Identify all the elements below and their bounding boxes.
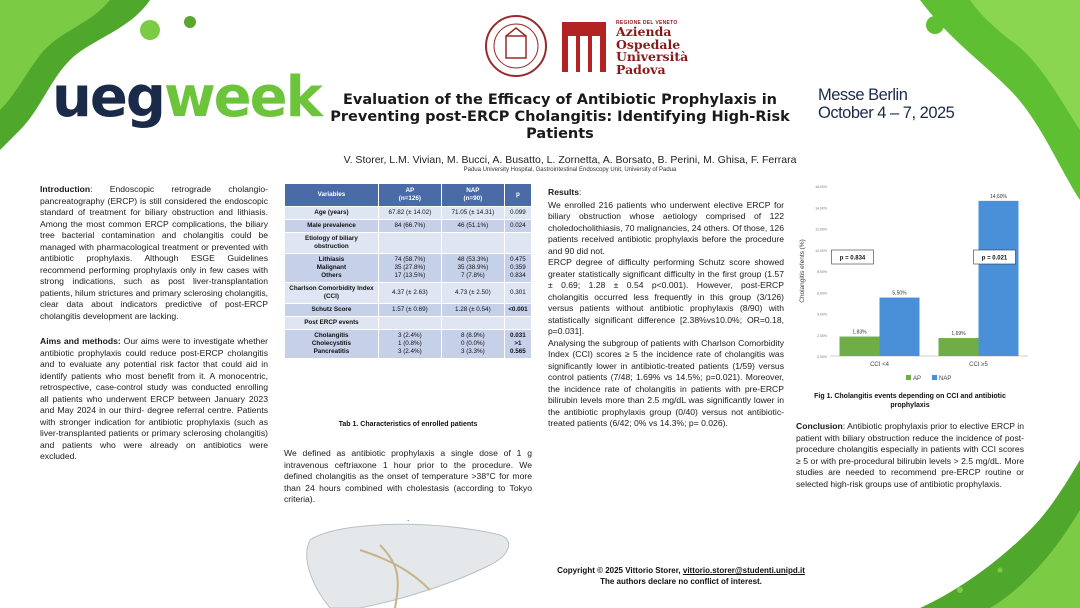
results-column: Results: We enrolled 216 patients who underwent elective ERCP for biliary obstruction whose aetiology comprised of 122 choledocholithiasis, 70 malignancies, 24 others. Of those, 126 patients received antibiotic prophylaxis before the procedure and 90 did not. ERCP degree of difficulty performing Schutz score showed greater statistically significant difficulty in the first group (1.57 ± 0.69; 1.28 ± 0.54 p<0.001). However, post-ERCP cholangitis occurred less frequently in this group (3/126) versus patients without antibiotic prophylaxis (8/90) with statistically significant difference [2.38%vs10.0%; OR=0.18, p=0.031]. Analysing the subgroup of patients with Charlson Comorbidity Index (CCI) scores ≥ 5 the incidence rate of cholangitis was significantly lower in antibiotic-treated patients (1/59) versus control patients (7/48; 1.69% vs 14.5%; p=0.021). Moreover, the incidence rate of cholangitis in patients with pre-ERCP bilirubin levels more than 2.5 mg/dL was significantly lower in the antibiotic prophylaxis group (0/40) versus not antibiotic-treated patients (6/42; 0% vs 14.3%; p= 0.026).: [548, 187, 784, 428]
introduction-text: : Endoscopic retrograde cholangio-pancreatography (ERCP) is still considered the endoscopic standard of treatment for biliary obstruction and lithiasis. Among the most common ERCP complications, the biliary tree bacterial contamination and cholangitis could be managed with pharmacological treatment or prevented with antibiotic prophylaxis. Although ESGE Guidelines recommend performing prophylaxis only in few cases with strong indications, such as post liver-transplantation patients, hilum strictures and primary sclerosing cholangitis, clear data about indicators predictive of post-ERCP cholangitis development are lacking.: [40, 184, 268, 321]
table-cell-nap: 1.28 (± 0.54): [441, 304, 504, 317]
table-cell-variable: Post ERCP events: [285, 317, 379, 330]
table-cell-ap: 84 (66.7%): [378, 220, 441, 233]
y-tick-label: 8,00%: [817, 270, 827, 274]
y-tick-label: 16,00%: [815, 185, 827, 189]
footer: [516, 565, 846, 587]
p-value-annotation: p = 0.834: [839, 255, 866, 262]
table-row: [285, 233, 532, 254]
bar-data-label: 5,50%: [892, 290, 907, 297]
conclusion-text: : Antibiotic prophylaxis prior to elective ERCP in patient with biliary obstruction reduce the incidence of post-procedure cholangitis especially in patients with CCI scores ≥ 5 or with pre-procedural bilirubin levels > 2.5 mg/dL. More studies are needed to recommend pre-ERCP routine or selected high-risk groups use of antibiotic prophylaxis.: [796, 421, 1024, 489]
table-cell-p: [504, 233, 531, 254]
aims-heading: Aims and methods:: [40, 336, 121, 346]
table-cell-nap: [441, 317, 504, 330]
legend-label-nap: NAP: [939, 376, 952, 382]
table-row: [285, 283, 532, 304]
hospital-name: [616, 20, 688, 76]
table-cell-nap: 8 (8.9%) 0 (0.0%) 3 (3.3%): [441, 330, 504, 359]
table-cell-ap: 3 (2.4%) 1 (0.8%) 3 (2.4%): [378, 330, 441, 359]
table-cell-ap: 4.37 (± 2.63): [378, 283, 441, 304]
y-tick-label: 14,00%: [815, 206, 827, 211]
table-header-ap: AP (n=126): [378, 184, 441, 207]
hospital-region: REGIONE DEL VENETO: [616, 20, 678, 26]
logo-week-text: week: [163, 65, 321, 130]
table-cell-ap: 67.82 (± 14.02): [378, 207, 441, 220]
table-row: [285, 220, 532, 233]
bar-ap: [840, 337, 880, 356]
table-cell-p: 0.031 >1 0.565: [504, 330, 531, 359]
event-info: [818, 86, 954, 122]
table-cell-variable: Cholangitis Cholecystitis Pancreatitis: [285, 330, 379, 359]
table-cell-nap: [441, 233, 504, 254]
table-cell-ap: 1.57 (± 0.69): [378, 304, 441, 317]
legend-swatch-nap: [932, 375, 937, 380]
liver-illustration: [300, 520, 520, 608]
table-row: [285, 207, 532, 220]
table-header-row: [285, 184, 532, 207]
table-header-p: p: [504, 184, 531, 207]
table-cell-ap: [378, 233, 441, 254]
author-email-link[interactable]: vittorio.storer@studenti.unipd.it: [682, 566, 805, 575]
table-row: [285, 317, 532, 330]
bar-data-label: 1,83%: [852, 329, 867, 336]
y-tick-label: 2,00%: [817, 333, 827, 338]
figure-caption: Fig 1. Cholangitis events depending on CCI and antibiotic prophylaxis: [814, 393, 1006, 409]
y-tick-label: 10,00%: [815, 248, 827, 253]
table-cell-nap: 46 (51.1%): [441, 220, 504, 233]
introduction-paragraph: [40, 184, 268, 322]
results-paragraph-1: We enrolled 216 patients who underwent elective ERCP for biliary obstruction whose aetiology comprised of 122 choledocholithiasis, 70 malignancies, 24 others. Of those, 126 patients received antibiotic prophylaxis before the procedure and 90 did not.: [548, 199, 784, 256]
poster-title: Evaluation of the Efficacy of Antibiotic Prophylaxis in Preventing post-ERCP Cholangitis: Identifying High-Risk Patients: [330, 92, 790, 142]
table-cell-p: 0.475 0.359 0.834: [504, 254, 531, 283]
legend-swatch-ap: [906, 375, 911, 380]
hospital-line-4: Padova: [616, 61, 666, 77]
table-cell-ap: [378, 317, 441, 330]
conclusion-heading: Conclusion: [796, 421, 843, 431]
table-cell-p: 0.024: [504, 220, 531, 233]
table-cell-nap: 4.73 (± 2.50): [441, 283, 504, 304]
results-paragraph-2: ERCP degree of difficulty performing Schutz score showed greater statistically significant difficulty in the first group (1.57 ± 0.69; 1.28 ± 0.54 p<0.001). However, post-ERCP cholangitis occurred less frequently in this group (3/126) versus patients without antibiotic prophylaxis (8/90) with statistically significant difference [2.38%vs10.0%; OR=0.18, p=0.031].: [548, 257, 784, 336]
definition-text: We defined as antibiotic prophylaxis a single dose of 1 g intravenous ceftriaxone 1 hour prior to the procedure. We defined cholangitis as the onset of temperature >38°C for more than 24 hours combined with cholestasis (according to Tokyo criteria).: [284, 448, 532, 504]
table-cell-variable: Etiology of biliary obstruction: [285, 233, 379, 254]
y-tick-label: 0,00%: [817, 355, 827, 359]
introduction-heading: Introduction: [40, 184, 91, 194]
bar-nap: [979, 201, 1019, 356]
characteristics-table: [284, 183, 532, 359]
event-venue: Messe Berlin: [818, 86, 908, 104]
table-row: [285, 304, 532, 317]
hospital-line-2: Ospedale: [616, 36, 681, 52]
copyright-text: Copyright © 2025 Vittorio Storer,: [557, 566, 683, 575]
conflict-statement: The authors declare no conflict of interest.: [600, 577, 762, 586]
stray-dot: .: [407, 514, 410, 523]
y-tick-label: 6,00%: [817, 291, 827, 296]
table-caption: Tab 1. Characteristics of enrolled patients: [338, 421, 478, 428]
x-tick-label: CCI <4: [870, 362, 889, 368]
bar-data-label: 1,69%: [951, 331, 966, 338]
table-cell-p: 0.301: [504, 283, 531, 304]
table-cell-p: [504, 317, 531, 330]
y-tick-label: 12,00%: [815, 227, 827, 232]
table-cell-variable: Male prevalence: [285, 220, 379, 233]
aims-paragraph: [40, 336, 268, 463]
conclusion-column: [796, 421, 1024, 490]
table-cell-variable: Charlson Comorbidity Index (CCI): [285, 283, 379, 304]
table-cell-variable: Lithiasis Malignant Others: [285, 254, 379, 283]
authors: V. Storer, L.M. Vivian, M. Bucci, A. Busatto, L. Zornetta, A. Borsato, B. Perini, M. Ghisa, F. Ferrara: [343, 154, 797, 166]
results-heading: Results: [548, 187, 580, 197]
table-cell-ap: 74 (58.7%) 35 (27.8%) 17 (13.5%): [378, 254, 441, 283]
copyright-line: [516, 565, 846, 576]
event-dates: October 4 – 7, 2025: [818, 104, 955, 122]
table-header-variables: Variables: [285, 184, 379, 207]
table-cell-variable: Age (years): [285, 207, 379, 220]
hospital-line-1: Azienda: [616, 24, 672, 39]
legend-label-ap: AP: [913, 376, 922, 382]
bar-nap: [880, 298, 920, 356]
affiliation: Padua University Hospital, Gastrointestinal Endoscopy Unit, University of Padua: [463, 167, 677, 173]
table-cell-variable: Schutz Score: [285, 304, 379, 317]
table-cell-nap: 48 (53.3%) 35 (38.9%) 7 (7.8%): [441, 254, 504, 283]
cholangitis-bar-chart: [796, 176, 1036, 392]
table-row: [285, 330, 532, 359]
university-seal-logo: [484, 14, 548, 78]
y-tick-label: 4,00%: [817, 312, 827, 317]
table-cell-p: 0.099: [504, 207, 531, 220]
hospital-line-3: Università: [616, 49, 689, 64]
bar-ap: [939, 338, 979, 356]
table-row: [285, 254, 532, 283]
y-axis-label: Cholangitis efents (%): [799, 239, 806, 303]
table-header-nap: NAP (n=90): [441, 184, 504, 207]
table-cell-nap: 71.05 (± 14.31): [441, 207, 504, 220]
aims-text: Our aims were to investigate whether antibiotic prophylaxis could reduce post-ERCP cholangitis and to evaluate any potential risk factor that could aid in identify patients who most benefit from it. A monocentric, retrospective, case-control study was conducted enrolling all patients who underwent ERCP between January 2023 and May 2024 in our third- degree referral centre. Patients with stronger indication for antibiotic prophylaxis (such as liver-transplanted patients or primary sclerosing cholangitis) and patients who were already on antibiotics were excluded.: [40, 336, 268, 461]
results-paragraph-3: Analysing the subgroup of patients with Charlson Comorbidity Index (CCI) scores ≥ 5 the incidence rate of cholangitis was significantly lower in antibiotic-treated patients (1/59) versus control patients (7/48; 1.69% vs 14.5%; p=0.021). Moreover, the incidence rate of cholangitis in patients with pre-ERCP bilirubin levels more than 2.5 mg/dL was significantly lower in the antibiotic prophylaxis group (0/40) versus not antibiotic-treated patients (6/42; 0% vs 14.3%; p= 0.026).: [548, 337, 784, 428]
hospital-logo: [560, 20, 608, 74]
ueg-week-logo: [52, 65, 321, 130]
p-value-annotation: p = 0.021: [981, 255, 1008, 262]
intro-column: [40, 184, 268, 474]
x-tick-label: CCI ≥5: [969, 362, 988, 368]
table-cell-p: <0.001: [504, 304, 531, 317]
logo-ueg-text: ueg: [52, 65, 164, 130]
bar-data-label: 14,60%: [990, 193, 1007, 200]
